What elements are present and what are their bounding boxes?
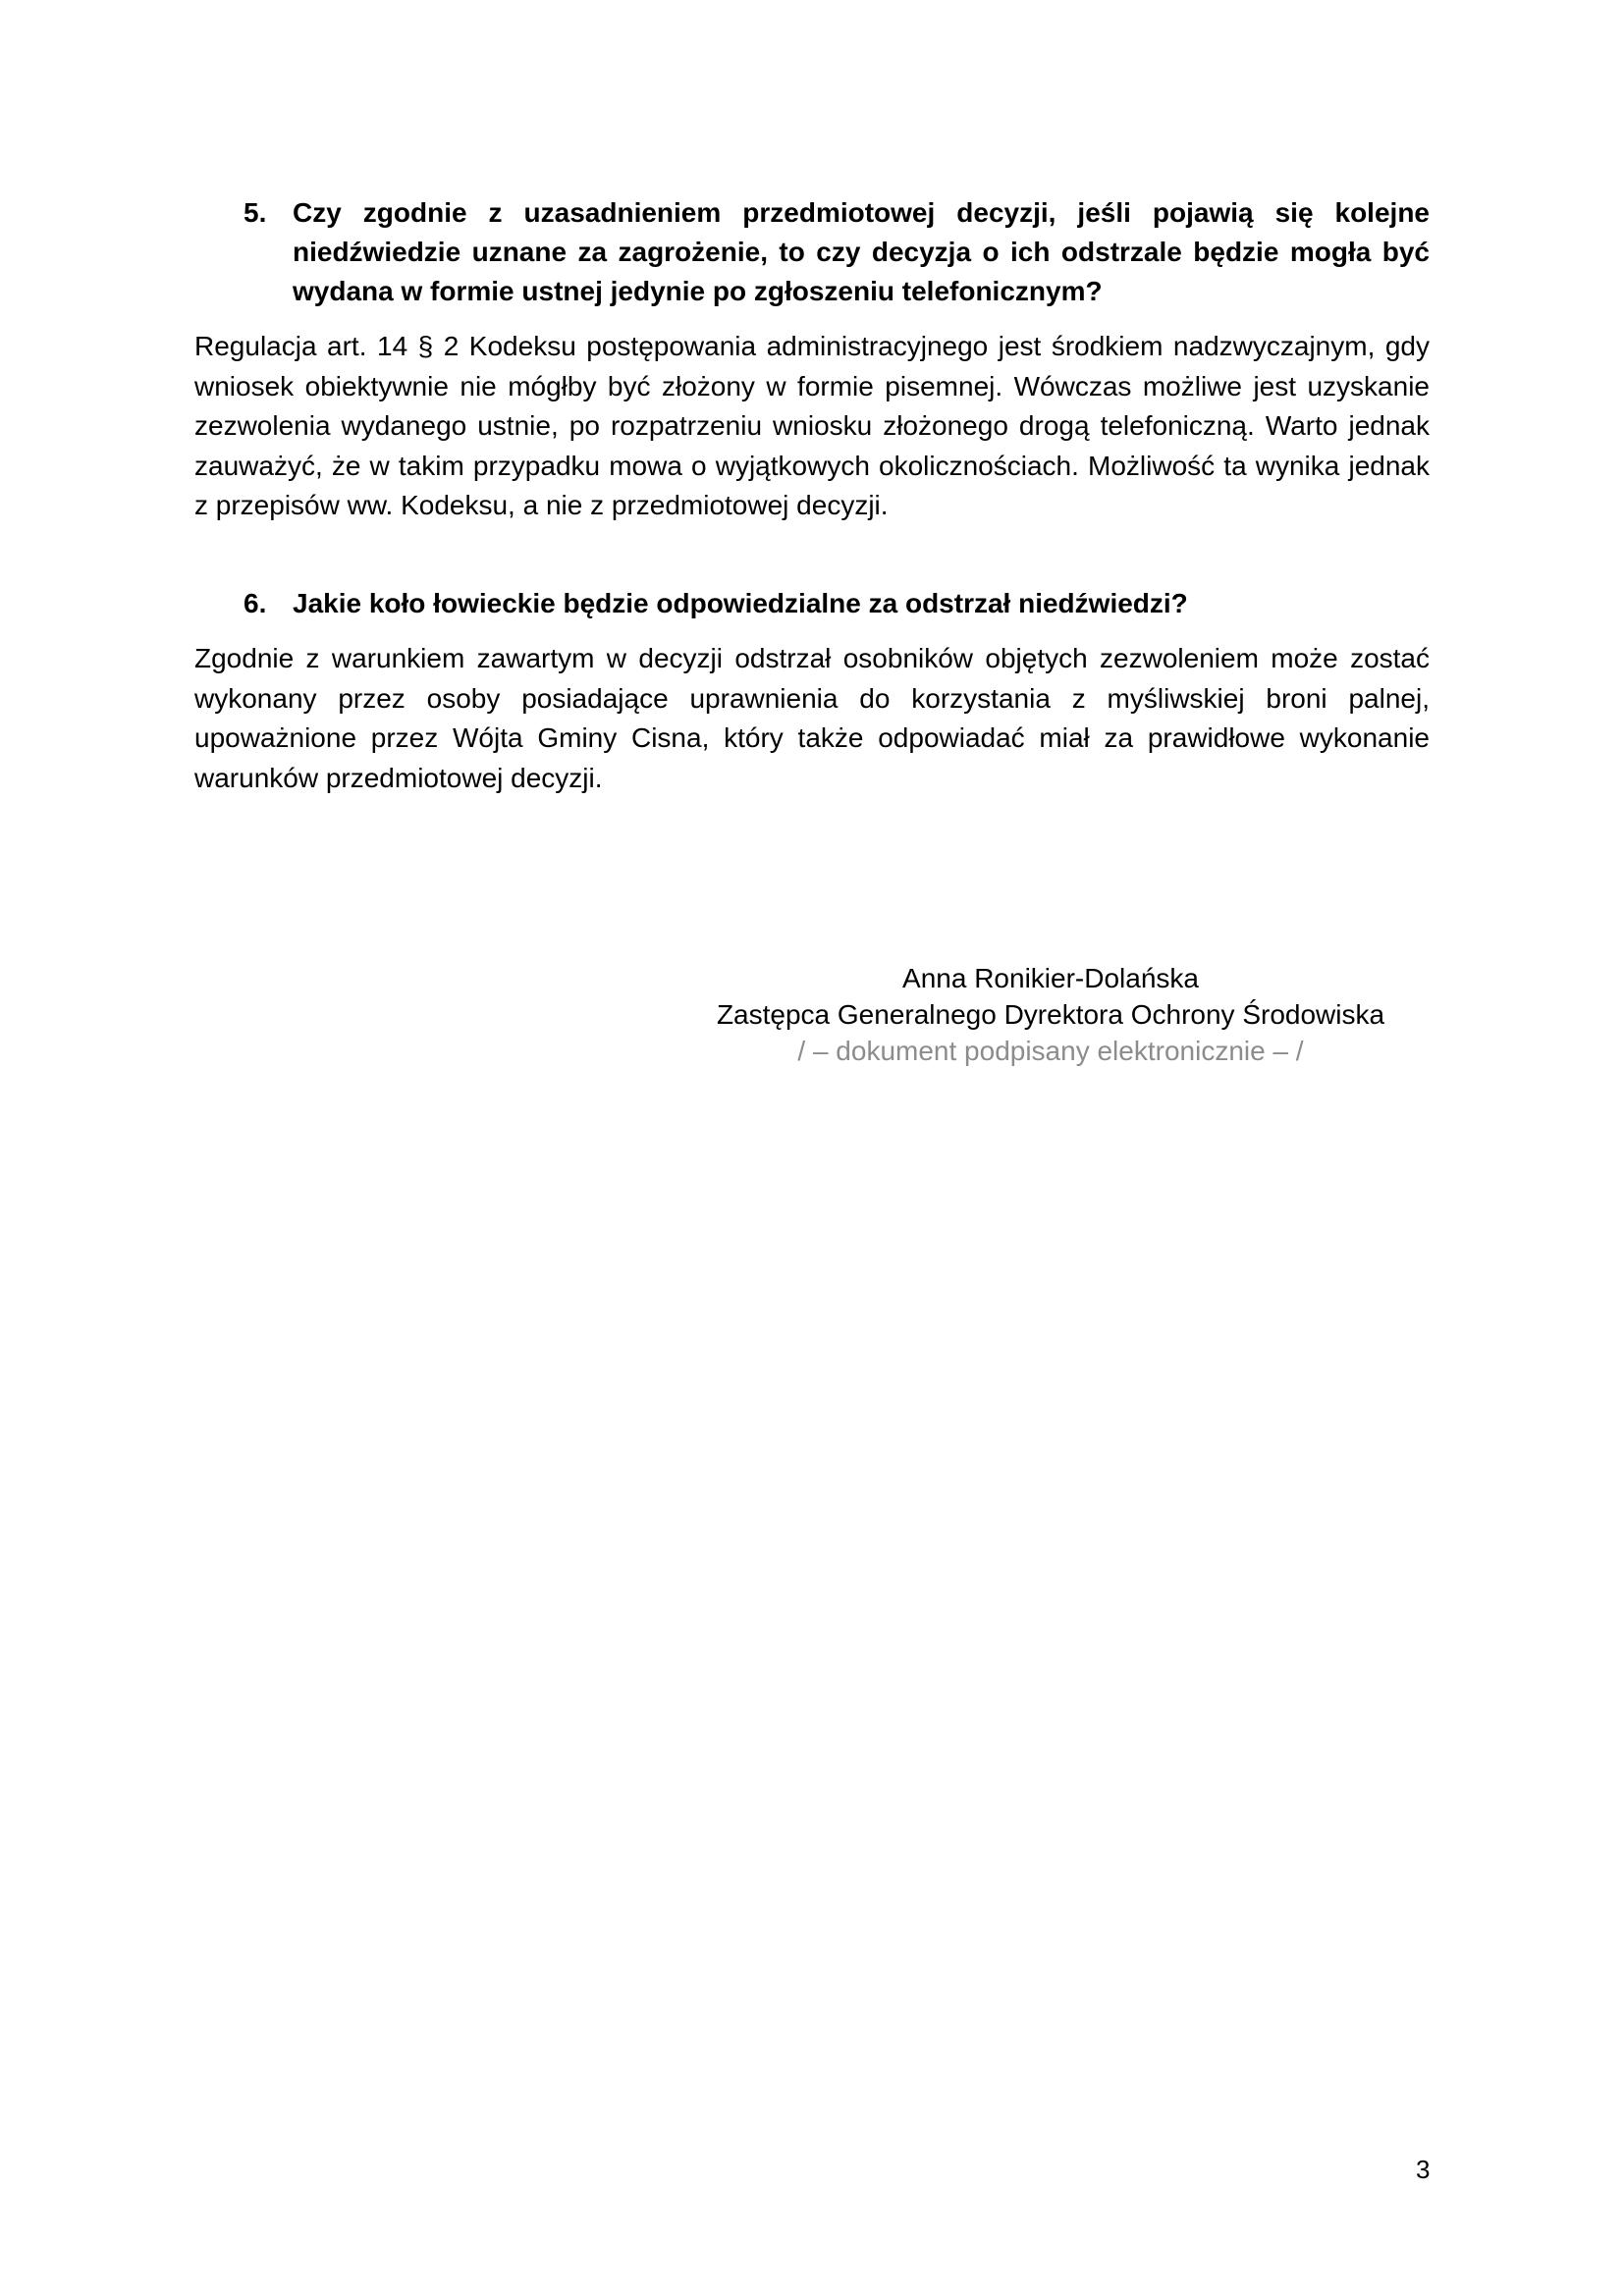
page-number: 3 [1416,2155,1431,2184]
question-6 [244,584,1430,623]
answer-6: Zgodnie z warunkiem zawartym w decyzji odstrzał osobników objętych zezwoleniem może zostać wykonany przez osoby posiadające uprawnienia do korzystania z myśliwskiej broni palnej, upoważnione przez Wójta Gminy Cisna, który także odpowiadać miał za prawidłowe wykonanie warunków przedmiotowej decyzji. [194,643,1430,793]
electronic-signature-note: / – dokument podpisany elektronicznie – / [797,1036,1304,1066]
question-number: 6. [244,588,267,618]
signatory-title: Zastępca Generalnego Dyrektora Ochrony Środowiska [716,999,1385,1030]
question-text: Jakie koło łowieckie będzie odpowiedzialne za odstrzał niedźwiedzi? [293,588,1188,618]
question-number: 5. [244,197,267,228]
signature-block [628,960,1473,1069]
signatory-name: Anna Ronikier-Dolańska [902,963,1199,993]
question-5 [244,193,1430,311]
question-text: Czy zgodnie z uzasadnieniem przedmiotowej decyzji, jeśli pojawią się kolejne niedźwiedzie uznane za zagrożenie, to czy decyzja o ich odstrzale będzie mogła być wydana w formie ustnej jedynie po zgłoszeniu telefonicznym? [293,197,1430,306]
answer-5: Regulacja art. 14 § 2 Kodeksu postępowania administracyjnego jest środkiem nadzwyczajnym, gdy wniosek obiektywnie nie mógłby być złożony w formie pisemnej. Wówczas możliwe jest uzyskanie zezwolenia wydanego ustnie, po rozpatrzeniu wniosku złożonego drogą telefoniczną. Warto jednak zauważyć, że w takim przypadku mowa o wyjątkowych okolicznościach. Możliwość ta wynika jednak z przepisów ww. Kodeksu, a nie z przedmiotowej decyzji. [194,331,1430,520]
